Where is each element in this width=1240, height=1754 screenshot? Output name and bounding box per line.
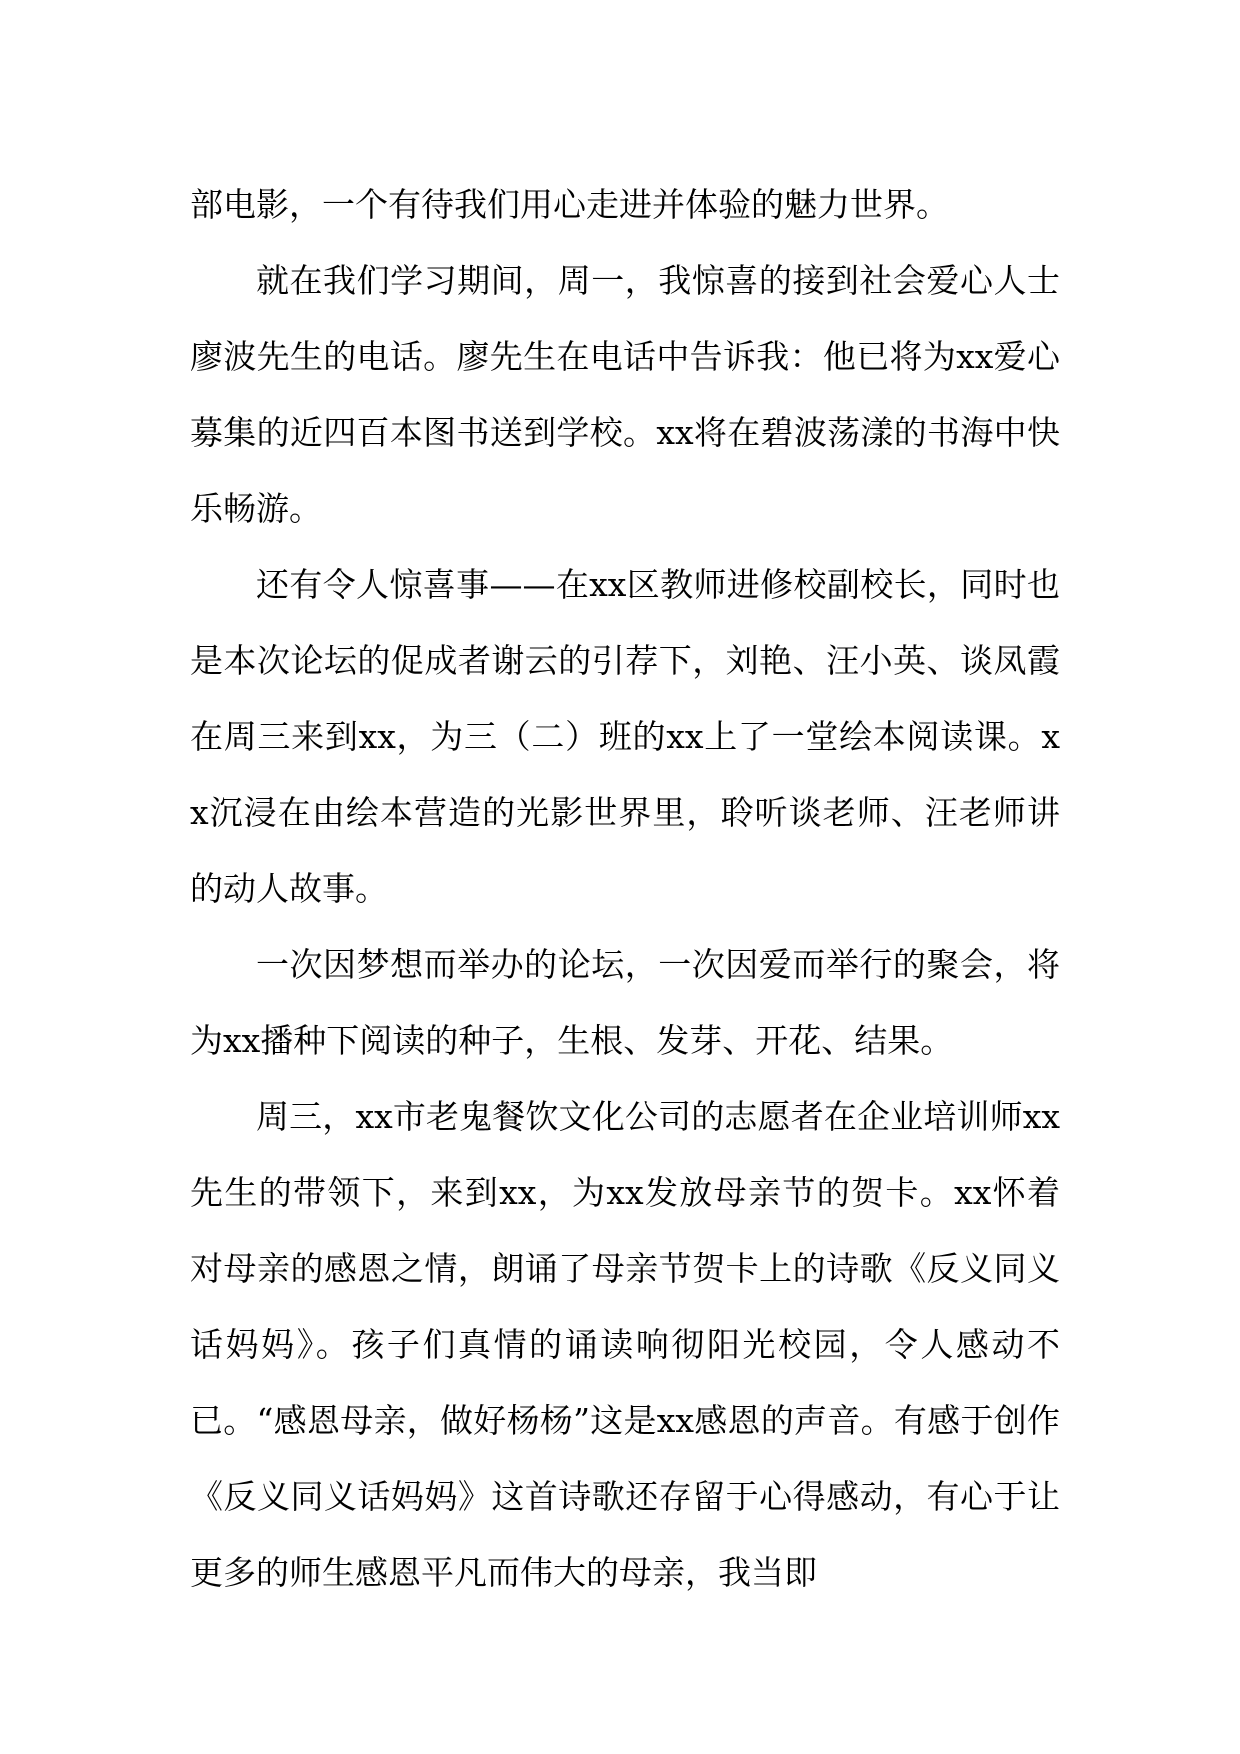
paragraph-continuation: 部电影，一个有待我们用心走进并体验的魅力世界。 <box>190 185 949 224</box>
paragraph-forum-summary: 一次因梦想而举办的论坛，一次因爱而举行的聚会，将为xx播种下阅读的种子，生根、发芽、开花、结果。 <box>190 945 1060 1060</box>
paragraph-picture-book-lesson: 还有令人惊喜事——在xx区教师进修校副校长，同时也是本次论坛的促成者谢云的引荐下，刘艳、汪小英、谈凤霞在周三来到xx，为三（二）班的xx上了一堂绘本阅读课。xx沉浸在由绘本营造的光影世界里，聆听谈老师、汪老师讲的动人故事。 <box>190 565 1060 908</box>
paragraph-library-donation: 就在我们学习期间，周一，我惊喜的接到社会爱心人士廖波先生的电话。廖先生在电话中告诉我：他已将为xx爱心募集的近四百本图书送到学校。xx将在碧波荡漾的书海中快乐畅游。 <box>190 261 1060 528</box>
body-text <box>190 167 1060 1611</box>
paragraph-mothers-day: 周三，xx市老鬼餐饮文化公司的志愿者在企业培训师xx先生的带领下，来到xx，为xx发放母亲节的贺卡。xx怀着对母亲的感恩之情，朗诵了母亲节贺卡上的诗歌《反义同义话妈妈》。孩子们真情的诵读响彻阳光校园，令人感动不已。“感恩母亲，做好杨杨”这是xx感恩的声音。有感于创作《反义同义话妈妈》这首诗歌还存留于心得感动，有心于让更多的师生感恩平凡而伟大的母亲，我当即 <box>190 1097 1060 1592</box>
